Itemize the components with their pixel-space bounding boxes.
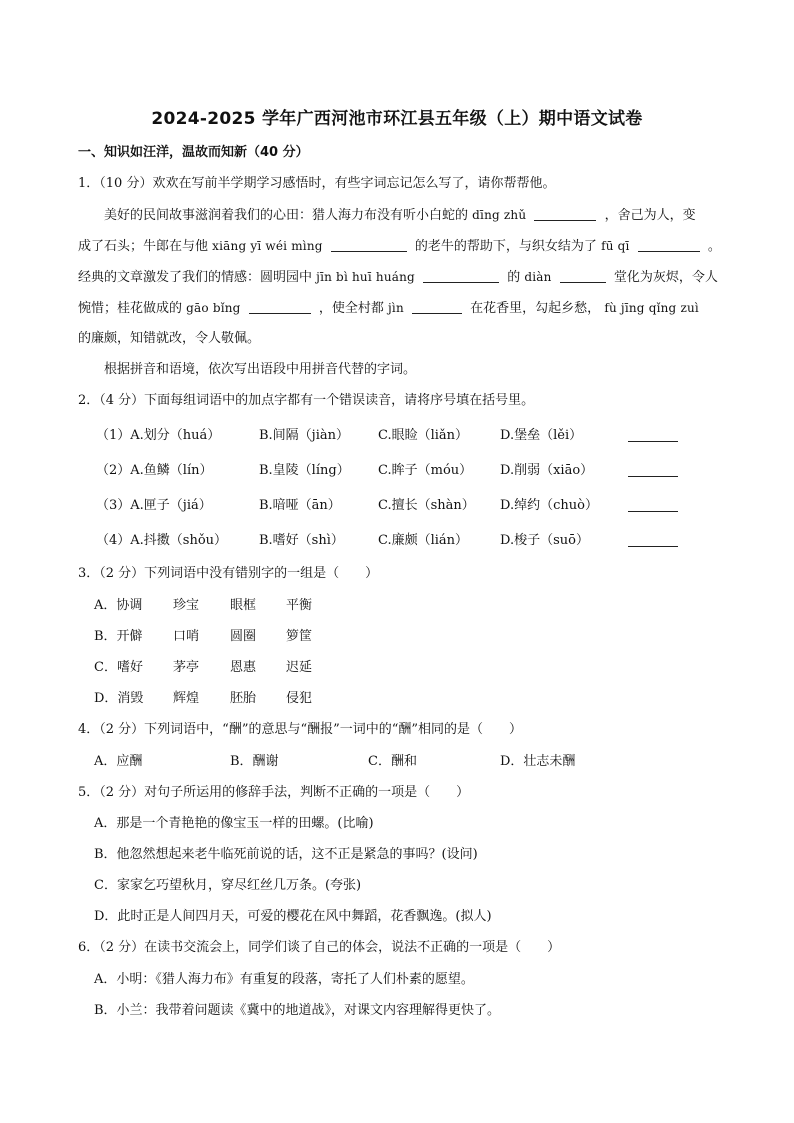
answer-blank[interactable] xyxy=(423,269,499,283)
q5-option[interactable]: A．那是一个青艳艳的像宝玉一样的田螺。(比喻) xyxy=(94,816,374,831)
q2-option: D.堡垒（lěi） xyxy=(500,428,583,443)
option-word: 迟延 xyxy=(286,660,313,675)
q3-stem: 3．（2 分）下列词语中没有错别字的一组是（ ） xyxy=(78,566,379,581)
option-label: C．嗜好 xyxy=(94,660,143,675)
q2-option: （1）A.划分（huá） xyxy=(96,428,221,443)
q5-option[interactable]: B．他忽然想起来老牛临死前说的话，这不正是紧急的事吗？(设问) xyxy=(94,847,478,862)
answer-blank[interactable] xyxy=(628,534,678,547)
option-word: 箩筐 xyxy=(286,629,313,644)
exam-title: 2024-2025 学年广西河池市环江县五年级（上）期中语文试卷 xyxy=(151,109,643,129)
q4-option[interactable]: D．壮志未酬 xyxy=(500,754,576,769)
answer-blank[interactable] xyxy=(412,300,462,314)
q2-option: C.擅长（shàn） xyxy=(378,498,475,513)
q2-option: （4）A.抖擞（shǒu） xyxy=(96,533,228,548)
q4-option[interactable]: C．酬和 xyxy=(368,754,417,769)
answer-blank[interactable] xyxy=(638,238,700,252)
option-word: 辉煌 xyxy=(173,691,200,706)
q6-option[interactable]: B．小兰：我带着问题读《冀中的地道战》，对课文内容理解得更快了。 xyxy=(94,1003,501,1018)
q1-stem: 1．（10 分）欢欢在写前半学期学习感悟时，有些字词忘记怎么写了，请你帮帮他。 xyxy=(78,176,556,191)
q2-option: C.廉颇（lián） xyxy=(378,533,469,548)
pinyin: jìn xyxy=(388,301,404,315)
answer-blank[interactable] xyxy=(628,464,678,477)
q2-option: B.喑哑（ān） xyxy=(259,498,341,513)
answer-blank[interactable] xyxy=(628,499,678,512)
option-label: B．开僻 xyxy=(94,629,143,644)
q1-line-3: 经典的文章激发了我们的情感：圆明园中 jīn bì huī huáng 的 diàn 堂化为灰烬，令人 xyxy=(78,270,718,285)
pinyin: xiāng yī wéi mìng xyxy=(212,239,323,253)
option-word: 茅亭 xyxy=(173,660,200,675)
answer-blank[interactable] xyxy=(331,238,407,252)
option-word: 恩惠 xyxy=(230,660,257,675)
q2-option: D.削弱（xiāo） xyxy=(500,463,594,478)
q4-option[interactable]: B．酬谢 xyxy=(230,754,279,769)
q2-option: （3）A.匣子（jiá） xyxy=(96,498,212,513)
q2-option: （2）A.鱼鳞（lín） xyxy=(96,463,213,478)
section-heading: 一、知识如汪洋，温故而知新（40 分） xyxy=(78,145,309,160)
pinyin: jīn bì huī huáng xyxy=(316,270,415,284)
option-word: 平衡 xyxy=(286,598,313,613)
q2-option: D.梭子（suō） xyxy=(500,533,589,548)
q1-instruction: 根据拼音和语境，依次写出语段中用拼音代替的字词。 xyxy=(104,362,417,377)
q2-option: B.皇陵（líng） xyxy=(259,463,350,478)
answer-blank[interactable] xyxy=(560,269,606,283)
q5-option[interactable]: D．此时正是人间四月天，可爱的樱花在风中舞蹈，花香飘逸。(拟人) xyxy=(94,909,492,924)
q1-line-4: 惋惜；桂花做成的 gāo bǐng ，使全村都 jìn 在花香里，勾起乡愁， fù jīng qǐng zuì xyxy=(78,301,699,316)
option-word: 眼框 xyxy=(230,598,257,613)
q2-option: B.间隔（jiàn） xyxy=(259,428,349,443)
pinyin: dīng zhǔ xyxy=(472,208,527,222)
option-label: D．消毁 xyxy=(94,691,144,706)
option-word: 圆圈 xyxy=(230,629,257,644)
pinyin: gāo bǐng xyxy=(186,301,241,315)
q1-line-1: 美好的民间故事滋润着我们的心田：猎人海力布没有听小白蛇的 dīng zhǔ ，舍己为人，变 xyxy=(104,208,696,223)
q2-option: B.嗜好（shì） xyxy=(259,533,344,548)
q2-option: D.绰约（chuò） xyxy=(500,498,598,513)
answer-blank[interactable] xyxy=(249,300,311,314)
pinyin: diàn xyxy=(524,270,552,284)
pinyin: fū qī xyxy=(601,239,630,253)
pinyin: fù jīng qǐng zuì xyxy=(604,301,699,315)
q6-stem: 6．（2 分）在读书交流会上，同学们谈了自己的体会，说法不正确的一项是（ ） xyxy=(78,940,561,955)
q4-stem: 4．（2 分）下列词语中，“酬”的意思与“酬报”一词中的“酬”相同的是（ ） xyxy=(78,722,523,737)
q2-option: C.眼睑（liǎn） xyxy=(378,428,469,443)
q6-option[interactable]: A．小明：《猎人海力布》有重复的段落，寄托了人们朴素的愿望。 xyxy=(94,972,474,987)
q2-option: C.眸子（móu） xyxy=(378,463,473,478)
q1-line-5: 的廉颇，知错就改，令人敬佩。 xyxy=(78,331,261,346)
option-label: A．协调 xyxy=(94,598,143,613)
q5-option[interactable]: C．家家乞巧望秋月，穿尽红丝几万条。(夸张) xyxy=(94,878,362,893)
answer-blank[interactable] xyxy=(534,207,596,221)
q1-line-2: 成了石头；牛郎在与他 xiāng yī wéi mìng 的老牛的帮助下，与织女结为了 fū qī 。 xyxy=(78,239,721,254)
answer-blank[interactable] xyxy=(628,429,678,442)
option-word: 珍宝 xyxy=(173,598,200,613)
option-word: 胚胎 xyxy=(230,691,257,706)
q2-stem: 2．（4 分）下面每组词语中的加点字都有一个错误读音，请将序号填在括号里。 xyxy=(78,393,535,408)
q5-stem: 5．（2 分）对句子所运用的修辞手法，判断不正确的一项是（ ） xyxy=(78,785,470,800)
option-word: 口哨 xyxy=(173,629,200,644)
q4-option[interactable]: A．应酬 xyxy=(94,754,143,769)
option-word: 侵犯 xyxy=(286,691,313,706)
